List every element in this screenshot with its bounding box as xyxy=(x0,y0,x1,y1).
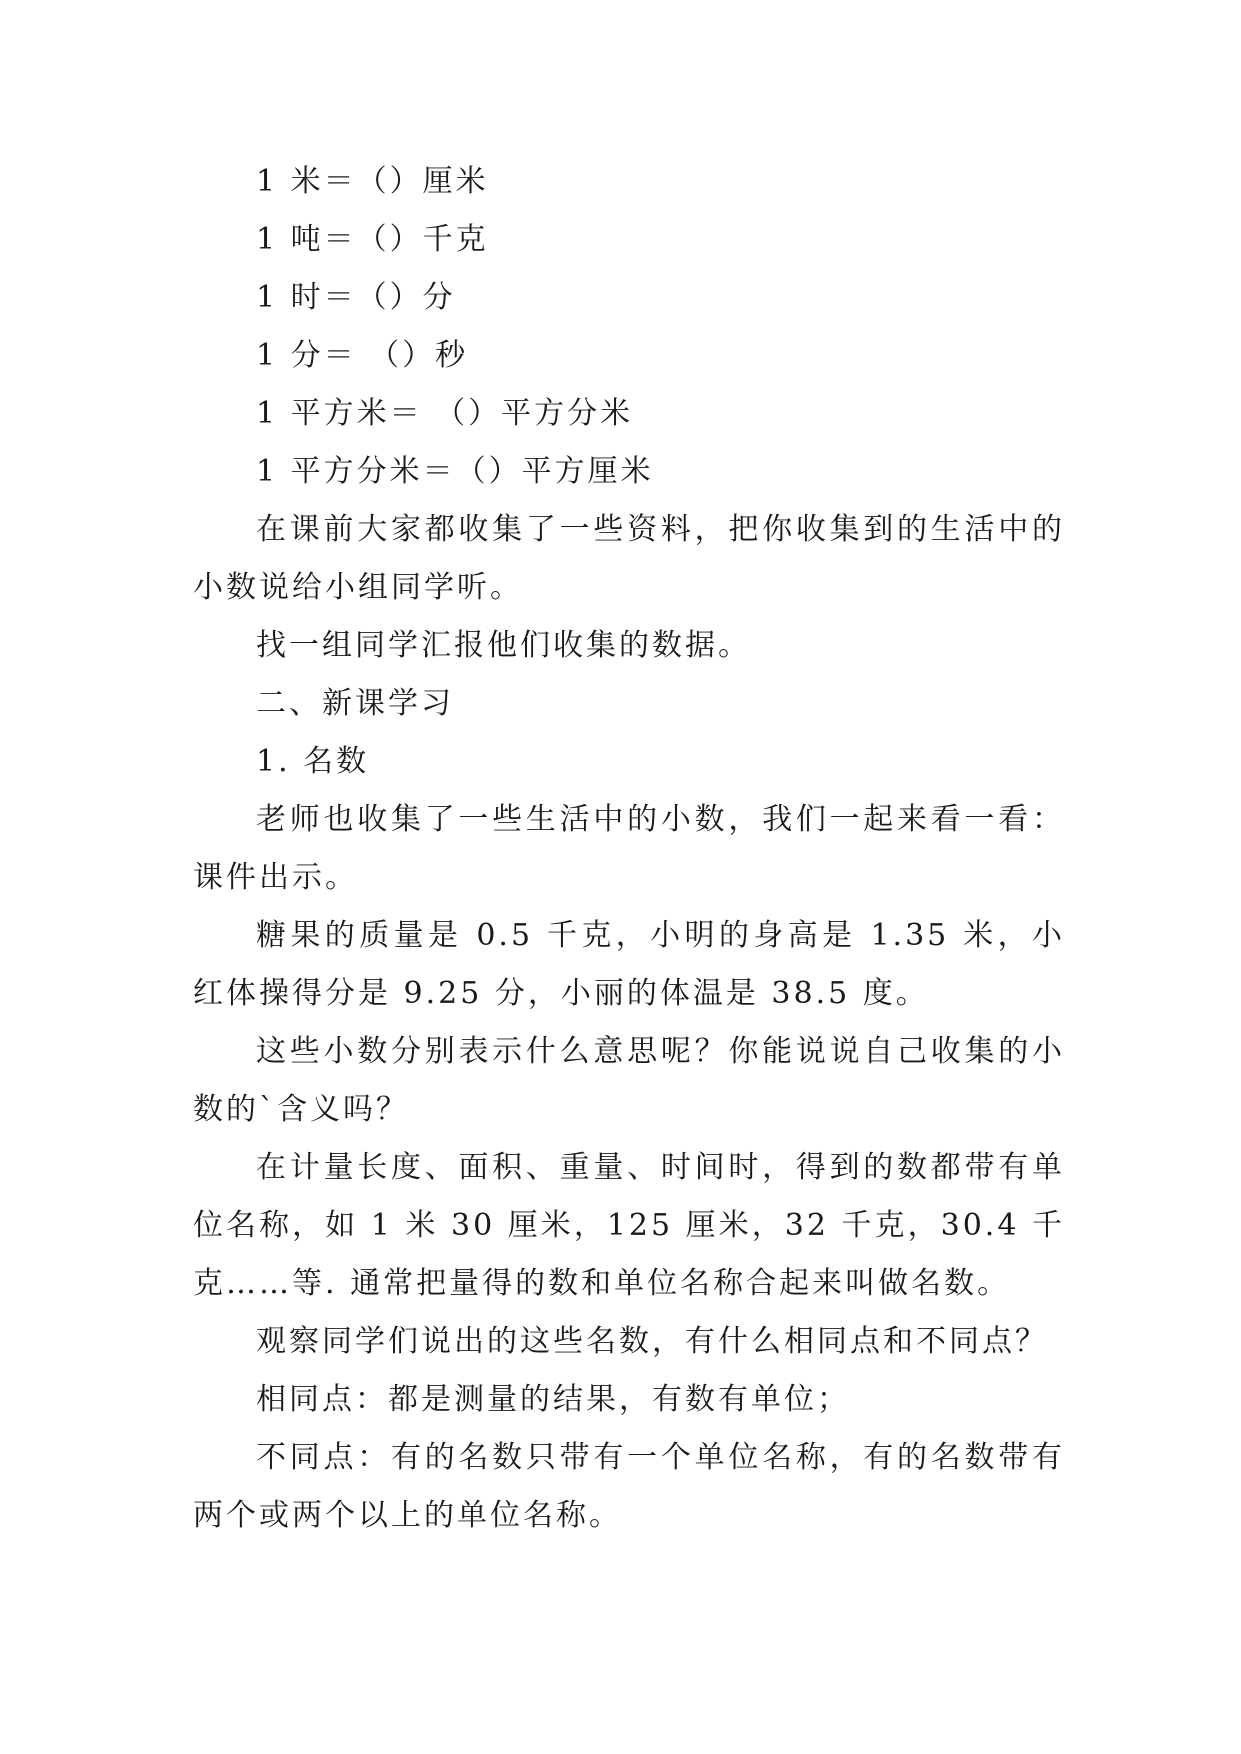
paragraph-similarities: 相同点：都是测量的结果，有数有单位； xyxy=(256,1382,850,1417)
subheading-denominate-number: 1. 名数 xyxy=(256,744,370,779)
unit-conversion-minute: 1 分＝ （）秒 xyxy=(256,338,469,373)
paragraph-differences: 不同点：有的名数只带有一个单位名称，有的名数带有两个或两个以上的单位名称。 xyxy=(193,1440,1065,1533)
unit-conversion-ton: 1 吨＝（）千克 xyxy=(256,222,489,257)
paragraph-question-meaning: 这些小数分别表示什么意思呢？你能说说自己收集的小数的`含义吗？ xyxy=(193,1034,1065,1127)
unit-conversion-meter: 1 米＝（）厘米 xyxy=(256,164,489,199)
unit-conversion-hour: 1 时＝（）分 xyxy=(256,280,456,315)
paragraph-observe: 观察同学们说出的这些名数，有什么相同点和不同点？ xyxy=(256,1324,1048,1359)
unit-conversion-square-meter: 1 平方米＝ （）平方分米 xyxy=(256,396,634,431)
paragraph-teacher-collected: 老师也收集了一些生活中的小数，我们一起来看一看：课件出示。 xyxy=(193,802,1065,895)
paragraph-definition: 在计量长度、面积、重量、时间时，得到的数都带有单位名称，如 1 米 30 厘米，125 厘米，32 千克，30.4 千克……等. 通常把量得的数和单位名称合起来叫做名数。 xyxy=(193,1150,1065,1301)
section-heading-new-lesson: 二、新课学习 xyxy=(256,686,454,721)
unit-conversion-square-decimeter: 1 平方分米＝（）平方厘米 xyxy=(256,454,654,489)
paragraph-report: 找一组同学汇报他们收集的数据。 xyxy=(256,628,751,663)
paragraph-collect-data: 在课前大家都收集了一些资料，把你收集到的生活中的小数说给小组同学听。 xyxy=(193,512,1065,605)
document-body xyxy=(193,153,1065,1545)
paragraph-examples: 糖果的质量是 0.5 千克，小明的身高是 1.35 米，小红体操得分是 9.25 分，小丽的体温是 38.5 度。 xyxy=(193,918,1065,1011)
